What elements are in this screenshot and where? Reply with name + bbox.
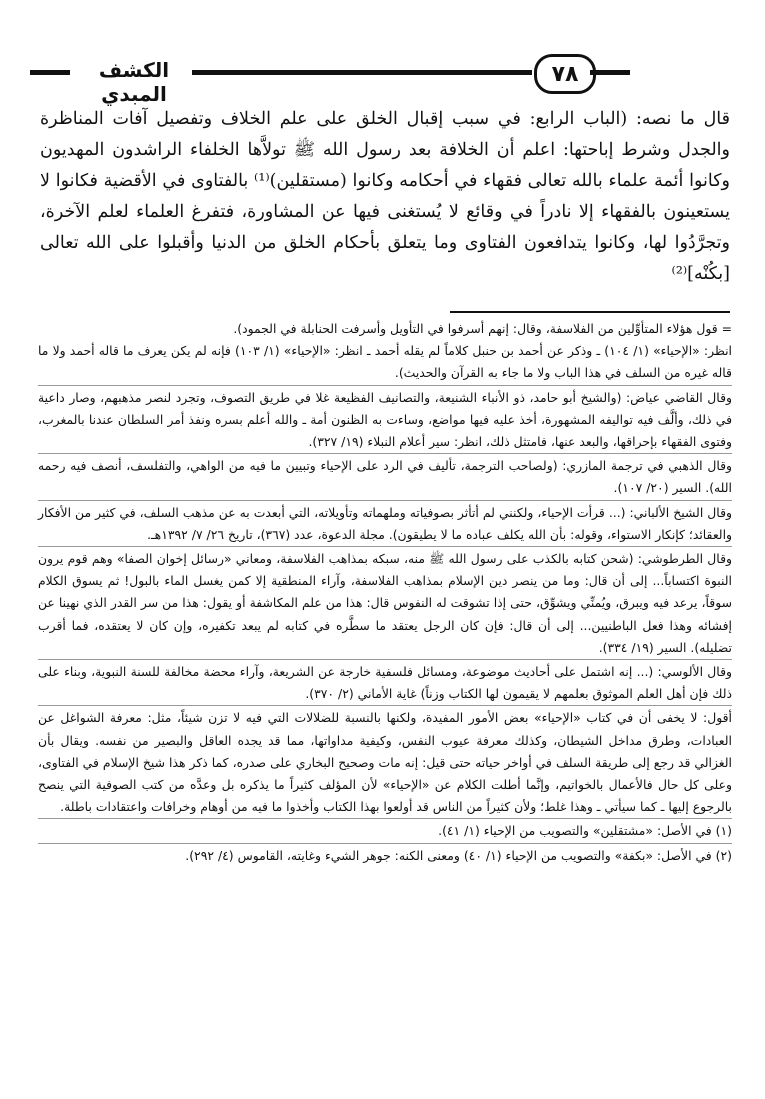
header-rule-left: [30, 70, 70, 75]
page-number: ٧٨: [534, 54, 596, 94]
header-rule-right: [590, 70, 630, 75]
note-continuation: = قول هؤلاء المتأوِّلين من الفلاسفة، وقال: إنهم أسرفوا في التأويل وأسرفت الحنابلة في الجمود).: [233, 321, 732, 336]
note-turtushi: وقال الطرطوشي: (شحن كتابه بالكذب على رسول الله ﷺ منه، سبكه بمذاهب الفلاسفة، ومعاني «رسائل إخوان الصفا» وهم قوم يرون النبوة اكتساباً... إلى أن قال: وما من ينصر دين الإسلام بمذاهب الفلاسفة، وآراء المنطقية إلا كمن يغسل الماء بالبول! ثم يسوق الكلام سوقاً، يرعد فيه ويبرق، ويُمنِّي ويشوِّق، حتى إذا تشوقت له النفوس قال: هذا من علم المكاشفة أو يقول: هذا من سر القدر الذي نهينا عن إفشائه وهذا فعل الباطنيين... إلى أن قال: فإن كان الرجل يعتقد ما سطَّره في كتابه لم يبعد تكفيره، وإن كان لا يعتقده، فما أقرب تضليله). السير (١٩/ ٣٣٤).: [38, 546, 732, 659]
footnote-2: (٢) في الأصل: «بكفة» والتصويب من الإحياء (١/ ٤٠) ومعنى الكنه: جوهر الشيء وغايته، القاموس (٤/ ٢٩٢).: [38, 843, 732, 867]
page-header: [0, 0, 765, 110]
running-title: الكشف المبدي: [98, 58, 170, 106]
main-paragraph: قال ما نصه: (الباب الرابع: في سبب إقبال الخلق على علم الخلاف وتفصيل آفات المناظرة والجدل وشرط إباحتها: اعلم أن الخلافة بعد رسول الله ﷺ تولاَّها الخلفاء الراشدون المهديون وكانوا أئمة علماء بالله تعالى فقهاء في أحكامه وكانوا (مستقلين)⁽¹⁾ بالفتاوى في الأقضية فكانوا لا يستعينون بالفقهاء إلا نادراً في وقائع لا يُستغنى فيها عن المشاورة، فتفرغ العلماء لعلم الآخرة، وتجرَّدُوا لها، وكانوا يتدافعون الفتاوى وما يتعلق بأحكام الخلق من الدنيا وأقبلوا على الله تعالى [بكُنْه]⁽²⁾: [40, 109, 730, 284]
header-rule-middle: [192, 70, 532, 75]
footnote-separator: [450, 311, 730, 313]
footnote-1: (١) في الأصل: «مشتقلين» والتصويب من الإحياء (١/ ٤١).: [38, 818, 732, 842]
note-dhahabi: وقال الذهبي في ترجمة المازري: (ولصاحب الترجمة، تأليف في الرد على الإحياء وتبيين ما فيه من الواهي، والتفلسف، أنصف فيه رحمه الله). السير (٢٠/ ١٠٧).: [38, 453, 732, 499]
footnotes: [38, 318, 732, 867]
note-albani: وقال الشيخ الألباني: (... قرأت الإحياء، ولكنني لم أتأثر بصوفياته وملهماته وتأويلاته، التي أبعدت به عن مذهب السلف، في كثير من الأفكار والعقائد؛ كإنكار الاستواء، وقوله: بأن الله يكلف عباده ما لا يطيقون). مجلة الدعوة، عدد (٣٦٧)، تاريخ ٢٦/ ٧/ ١٣٩٢هـ.: [38, 500, 732, 546]
note-qadi-iyad: وقال القاضي عياض: (والشيخ أبو حامد، ذو الأنباء الشنيعة، والتصانيف الفظيعة غلا في طريق التصوف، وتجرد لنصر مذهبهم، وصار داعية في ذلك، وألَّف فيه تواليفه المشهورة، أخذ عليه فيها مواضع، وساءت به الظنون أمة ـ والله أعلم بسره ونفذ أمر السلطان عندنا بالمغرب، وفتوى الفقهاء بإحراقها، والبعد عنها، فامتثل ذلك، انظر: سير أعلام النبلاء (١٩/ ٣٢٧).: [38, 385, 732, 454]
note-author-comment: أقول: لا يخفى أن في كتاب «الإحياء» بعض الأمور المفيدة، ولكنها بالنسبة للضلالات التي فيه لا تزن شيئاً، مثل: معرفة الشواغل عن العبادات، وطرق مداخل الشيطان، وكذلك معرفة عيوب النفس، وكيفية مداواتها، مما قد يجده العاقل والبصير من نفسه. ويقال بأن الغزالي قد رجع إلى طريقة السلف في أواخر حياته حتى قيل: إنه مات وصحيح البخاري على صدره، كما ذكر هذا شيخ الإسلام في الفتاوى، وعلى كل حال فالأعمال بالخواتيم، وإنَّما أطلت الكلام عن «الإحياء» لأن المؤلف كثيراً ما يذكره بل وعدَّه من كتب الصوفية التي ينصح بالرجوع إليها ـ كما سيأتي ـ وهذا غلط؛ ولأن كثيراً من الناس قد أولعوا بهذا الكتاب وأخذوا ما فيه من أوهام وخرافات واعتقادات باطلة.: [38, 705, 732, 818]
main-text-block: [40, 104, 730, 290]
note-alusi: وقال الألوسي: (... إنه اشتمل على أحاديث موضوعة، ومسائل فلسفية خارجة عن الشريعة، وآراء محضة مخالفة للسنة النبوية، وبناء على ذلك فإن أهل العلم الموثوق بعلمهم لا يقيمون لها الكتاب وزناً) غاية الأماني (٢/ ٣٧٠).: [38, 659, 732, 705]
note-ihya-reference: انظر: «الإحياء» (١/ ١٠٤) ـ وذكر عن أحمد بن حنبل كلاماً لم يقله أحمد ـ انظر: «الإحياء» (١/ ١٠٣) فإنه لم يكن يعرف ما قاله أحمد ولا ما قاله غيره من السلف في هذا الباب ولا ما جاء به القرآن والحديث).: [38, 343, 732, 381]
